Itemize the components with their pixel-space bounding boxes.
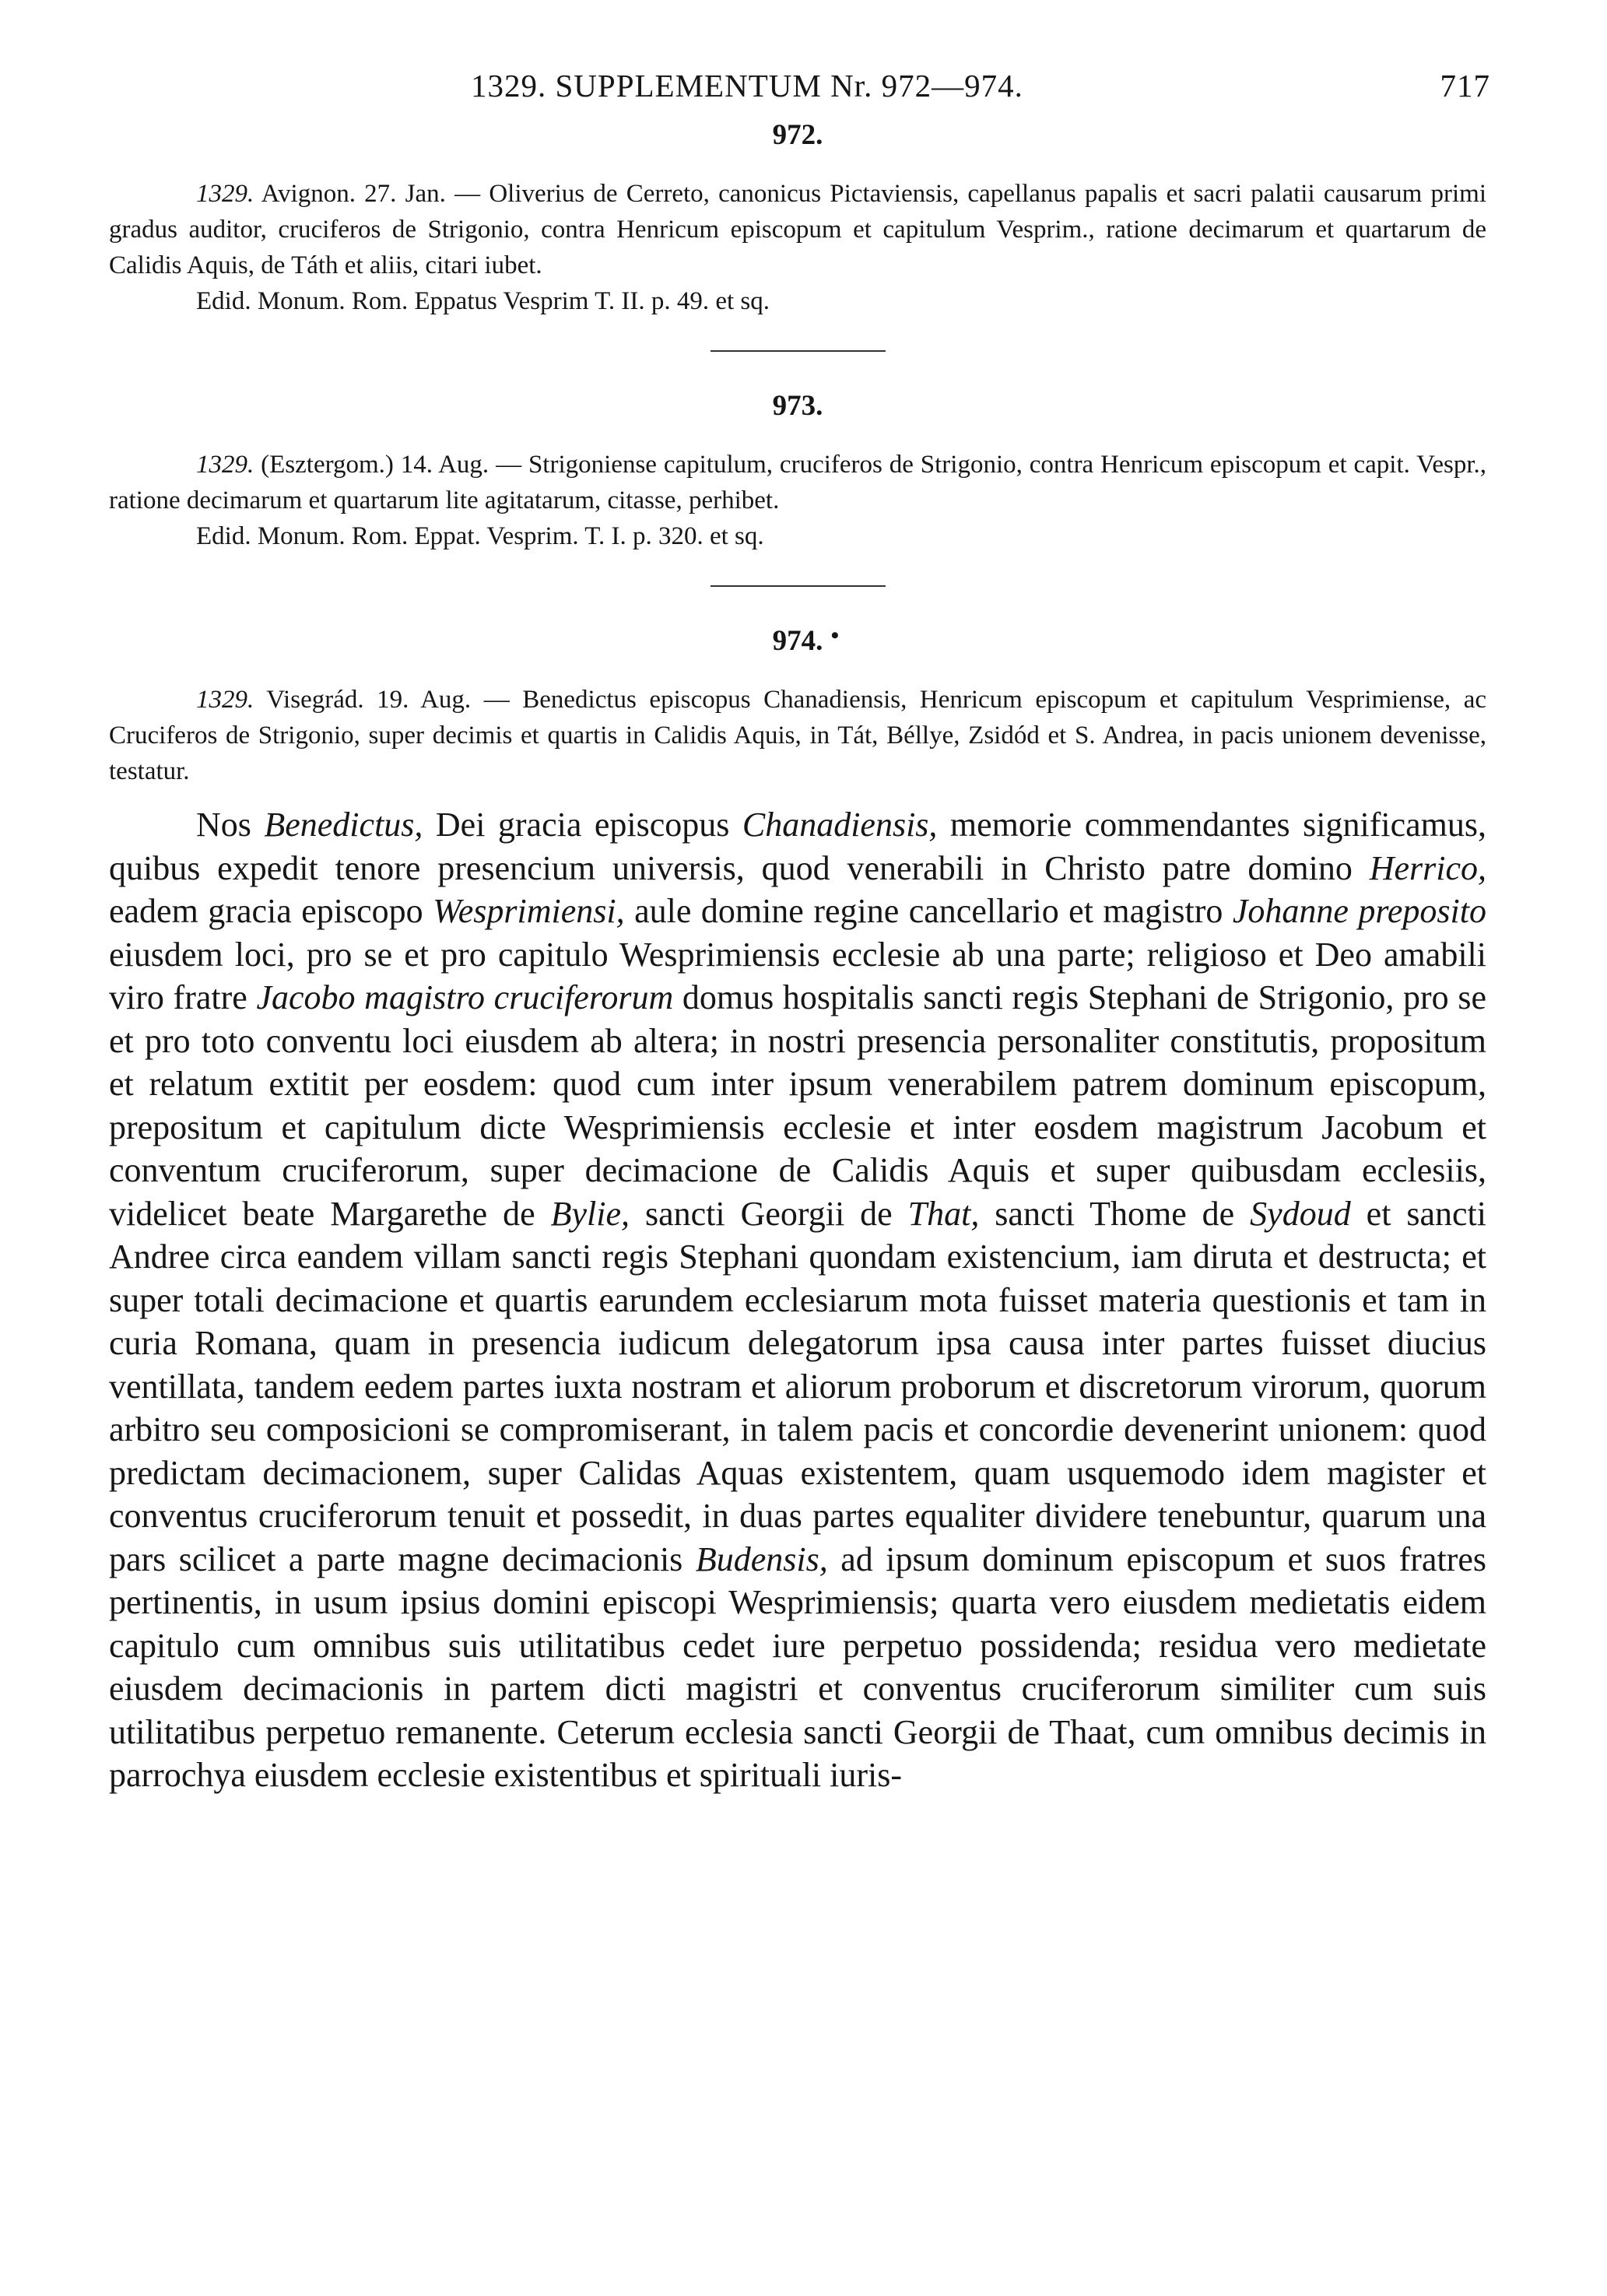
running-title: 1329. SUPPLEMENTUM Nr. 972—974. (471, 68, 1023, 104)
text-span: sancti Thome de (979, 1194, 1251, 1233)
document-number: 973. (772, 390, 823, 422)
document-number (109, 623, 1486, 660)
entry-974 (109, 623, 1486, 789)
name-johanne: Johanne preposito (1232, 892, 1487, 930)
name-chanadiensis: Chanadiensis, (742, 806, 938, 844)
place-that: That, (907, 1194, 980, 1233)
entry-973 (109, 388, 1486, 554)
text-span: aule domine regine cancellario et magistro (624, 892, 1233, 930)
entry-972 (109, 117, 1486, 319)
regest-date: 1329. (196, 451, 254, 479)
place-budensis: Budensis, (695, 1539, 828, 1578)
document-page (109, 62, 1490, 1797)
regest-summary (109, 176, 1486, 283)
edition-reference: Edid. Monum. Rom. Eppatus Vesprim T. II. p. 49. et sq. (196, 287, 770, 315)
name-benedictus: Benedictus, (264, 806, 423, 844)
place-bylie: Bylie, (550, 1194, 630, 1233)
regest-text: Avignon. 27. Jan. — Oliverius de Cerreto, canonicus Pictaviensis, capellanus papalis et sacri palatii causarum primi gradus auditor, cruciferos de Strigonio, contra Henricum episcopum et capitulum Vesprim., ratione decimarum et quartarum de Calidis Aquis, de Táth et aliis, citari iubet. (109, 180, 1486, 279)
edition-reference: Edid. Monum. Rom. Eppat. Vesprim. T. I. p. 320. et sq. (196, 522, 764, 550)
page-number: 717 (1440, 68, 1490, 104)
text-span: eadem gracia episcopo (109, 892, 433, 930)
section-divider (711, 585, 886, 587)
text-span: et sancti Andree circa eandem villam sancti regis Stephani quondam existencium, iam diruta et destructa; et super totali decimacione et quartis earundem ecclesiarum mota fuisset materia questionis et tam in curia Romana, quam in presencia iudicum delegatorum ipsa causa inter partes fuisset diucius ventillata, tandem eedem partes iuxta nostram et aliorum proborum et discretorum virorum, quorum arbitro seu composicioni se compromiserant, in talem pacis et concordie devenerint unionem: quod predictam decimacionem, super Calidas Aquas existentem, quam usquemodo idem magister et conventus cruciferorum tenuit et possedit, in duas partes equaliter dividere tenebuntur, quarum una pars scilicet a parte magne decimacionis (109, 1194, 1487, 1578)
regest-summary (109, 682, 1486, 789)
regest-text: Visegrád. 19. Aug. — Benedictus episcopus Chanadiensis, Henricum episcopum et capitulum Vesprimiense, ac Cruciferos de Strigonio, super decimis et quartis in Calidis Aquis, in Tát, Béllye, Zsidód et S. Andrea, in pacis unionem devenisse, testatur. (109, 686, 1487, 785)
text-span: sancti Georgii de (630, 1194, 908, 1233)
section-divider (711, 350, 886, 352)
regest-text: (Esztergom.) 14. Aug. — Strigoniense capitulum, cruciferos de Strigonio, contra Henricum episcopum et capit. Vespr., ratione decimarum et quartarum lite agitatarum, citasse, perhibet. (109, 451, 1487, 514)
charter-text (109, 803, 1486, 1797)
place-sydoud: Sydoud (1250, 1194, 1351, 1233)
text-span: Dei gracia episcopus (423, 806, 742, 844)
text-span: eiusdem loci, pro se et pro capitulo Wesprimiensis ecclesie ab una parte; religioso et Deo amabili viro fratre (109, 935, 1486, 1016)
text-span: Nos (196, 806, 265, 844)
name-wesprimiensi: Wesprimiensi, (433, 892, 625, 930)
running-head (109, 62, 1490, 117)
ink-dot: • (830, 623, 840, 648)
regest-summary (109, 447, 1486, 518)
regest-date: 1329. (196, 180, 254, 208)
document-number-text: 974. (772, 625, 823, 657)
text-span: domus hospitalis sancti regis Stephani de Strigonio, pro se et pro toto conventu loci eiusdem ab altera; in nostri presencia personaliter constitutis, propositum et relatum extitit per eosdem: quod cum inter ipsum venerabilem patrem dominum episcopum, prepositum et capitulum dicte Wesprimiensis ecclesie et inter eosdem magistrum Jacobum et conventum cruciferorum, super decimacione de Calidis Aquis et super quibusdam ecclesiis, videlicet beate Margarethe de (109, 978, 1486, 1233)
name-herrico: Herrico, (1369, 848, 1486, 887)
text-span: ad ipsum dominum episcopum et suos fratres pertinentis, in usum ipsius domini episcopi Wesprimiensis; quarta vero eiusdem medietatis eidem capitulo cum omnibus suis utilitatibus cedet iure perpetuo possidenda; residua vero medietate eiusdem decimacionis in partem dicti magistri et conventus cruciferorum similiter cum suis utilitatibus perpetuo remanente. Ceterum ecclesia sancti Georgii de Thaat, cum omnibus decimis in parrochya eiusdem ecclesie existentibus et spirituali iuris- (109, 1539, 1486, 1794)
document-number: 972. (772, 119, 823, 151)
regest-date: 1329. (196, 686, 254, 714)
text-span: memorie commendantes significamus, quibus expedit tenore presencium universis, quod venerabili in Christo patre domino (109, 806, 1486, 887)
name-jacobo: Jacobo magistro cruciferorum (256, 978, 674, 1016)
